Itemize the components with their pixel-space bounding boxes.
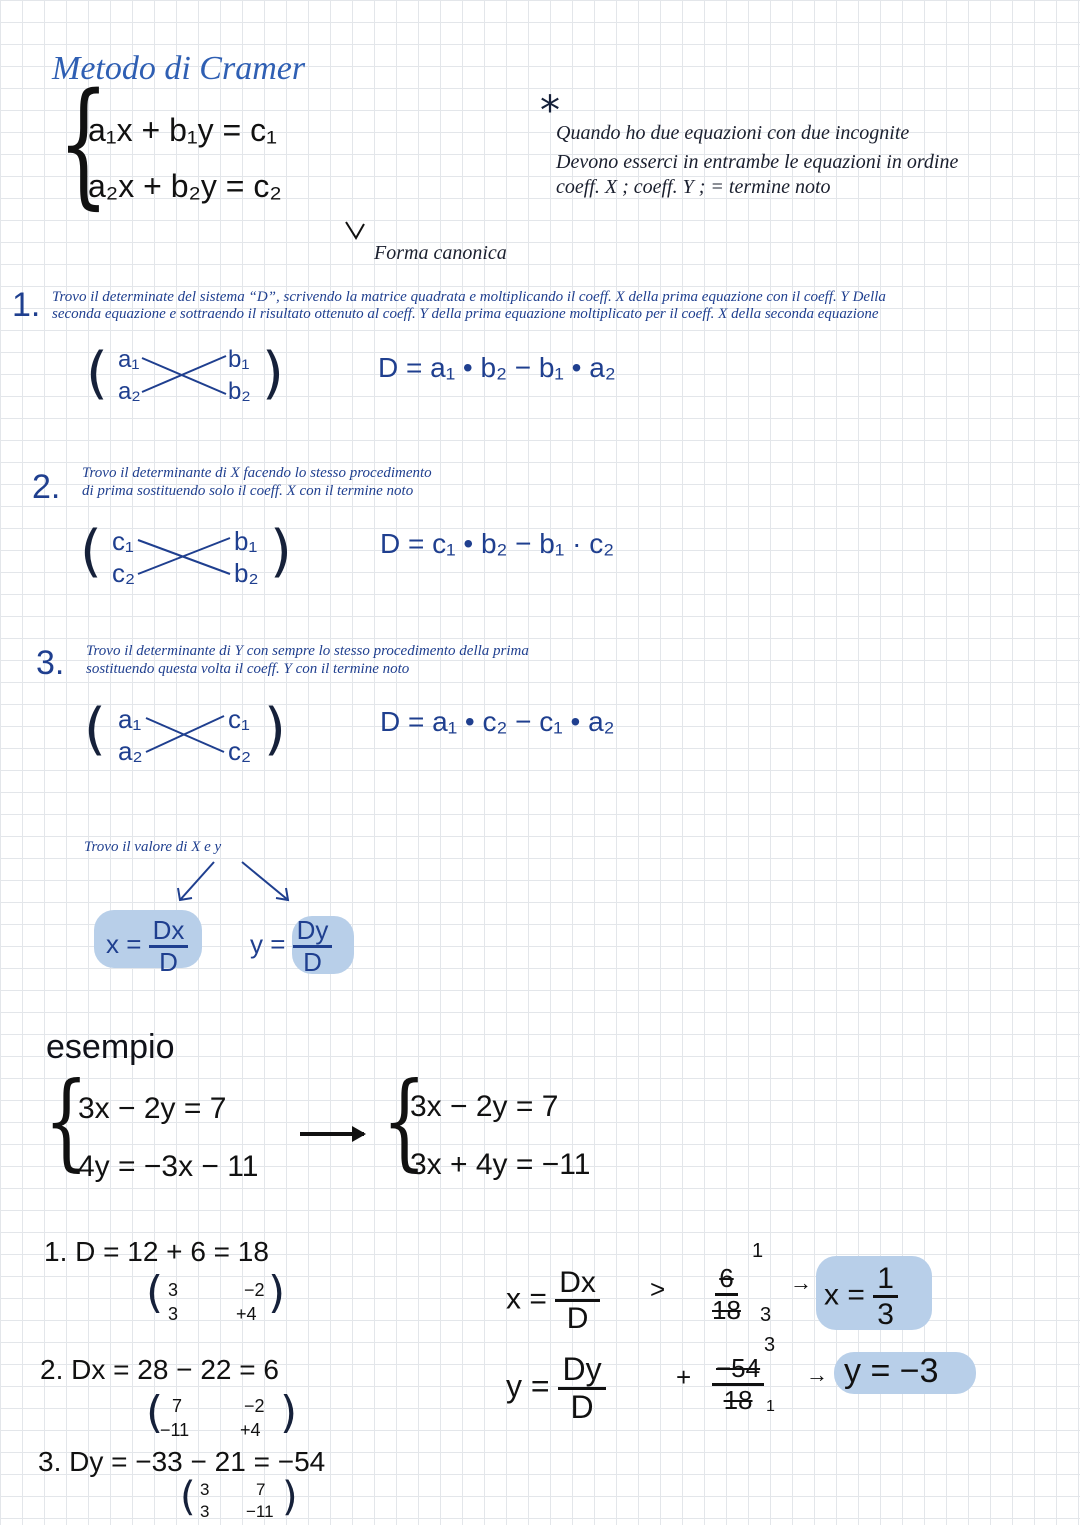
example-x-cancel-num: 1 bbox=[752, 1240, 764, 1262]
step-3-matrix-paren-left: ( bbox=[84, 697, 106, 762]
canonical-arrow bbox=[346, 222, 364, 238]
example-dx-line: 2. Dx = 28 − 22 = 6 bbox=[40, 1354, 279, 1385]
example-d-m12: −2 bbox=[244, 1280, 265, 1300]
system-eq2: a₂x + b₂y = c₂ bbox=[88, 168, 282, 204]
example-orig-eq2: 4y = −3x − 11 bbox=[78, 1150, 259, 1183]
example-heading: esempio bbox=[46, 1028, 175, 1066]
example-x-formula-den: D bbox=[566, 1302, 589, 1335]
values-label: Trovo il valore di X e y bbox=[84, 839, 222, 855]
step-2-matrix-c1: c₁ bbox=[112, 526, 134, 556]
example-d-m21: 3 bbox=[168, 1304, 179, 1324]
example-transform-arrow-head bbox=[352, 1126, 366, 1142]
step-1-matrix-paren-left: ( bbox=[86, 341, 108, 406]
page-title: Metodo di Cramer bbox=[52, 50, 306, 87]
step-1-matrix-a2: a₂ bbox=[118, 378, 141, 405]
star-icon: * bbox=[540, 88, 560, 134]
step-3-text-line2: sostituendo questa volta il coeff. Y con il termine noto bbox=[86, 661, 410, 677]
example-dy-matrix-paren-left: ( bbox=[180, 1474, 196, 1520]
step-1-matrix-b2: b₂ bbox=[228, 378, 251, 405]
step-1-formula: D = a₁ • b₂ − b₁ • a₂ bbox=[378, 352, 616, 383]
step-3-formula: D = a₁ • c₂ − c₁ • a₂ bbox=[380, 706, 615, 737]
example-x-arrow-1: > bbox=[650, 1274, 666, 1304]
example-x-result-num: 1 bbox=[873, 1262, 898, 1298]
example-dy-m12: 7 bbox=[256, 1480, 266, 1499]
step-3-text-line1: Trovo il determinante di Y con sempre lo stesso procedimento della prima bbox=[86, 643, 529, 659]
step-2-matrix-b2: b₂ bbox=[234, 558, 259, 588]
example-d-m11: 3 bbox=[168, 1280, 179, 1300]
example-x-arrow-2: → bbox=[790, 1270, 812, 1295]
canonical-form-caption: Forma canonica bbox=[374, 242, 507, 264]
example-dy-line: 3. Dy = −33 − 21 = −54 bbox=[38, 1446, 326, 1477]
example-brace-left: { bbox=[44, 1059, 89, 1183]
example-dx-m11: 7 bbox=[172, 1396, 183, 1416]
example-dx-matrix-paren-left: ( bbox=[146, 1387, 164, 1438]
step-2-text-line1: Trovo il determinante di X facendo lo stesso procedimento bbox=[82, 465, 432, 481]
step-2-text-line2: di prima sostituendo solo il coeff. X con il termine noto bbox=[82, 483, 414, 499]
example-dx-m12: −2 bbox=[244, 1396, 265, 1416]
example-dy-m11: 3 bbox=[200, 1480, 210, 1499]
step-3-matrix-c1: c₁ bbox=[228, 704, 250, 734]
example-x-step-num: 6 bbox=[715, 1264, 737, 1296]
step-2-matrix-c2: c₂ bbox=[112, 558, 136, 588]
example-x-result-den: 3 bbox=[877, 1298, 894, 1331]
example-x-result-lhs: x = bbox=[824, 1278, 865, 1312]
step-3-matrix-c2: c₂ bbox=[228, 736, 252, 766]
example-dy-matrix-paren-right: ) bbox=[282, 1474, 298, 1520]
y-value-lhs: y = bbox=[250, 928, 286, 959]
system-eq1: a₁x + b₁y = c₁ bbox=[88, 112, 277, 148]
step-1-matrix-b1: b₁ bbox=[228, 346, 250, 373]
step-2-number: 2. bbox=[32, 468, 61, 506]
step-3-matrix-a1: a₁ bbox=[118, 704, 142, 734]
example-y-arrow-1: + bbox=[676, 1362, 692, 1392]
step-1-number: 1. bbox=[12, 286, 41, 324]
example-d-matrix-paren-right: ) bbox=[268, 1267, 286, 1318]
step-2-matrix-b1: b₁ bbox=[234, 526, 258, 556]
example-x-formula-num: Dx bbox=[555, 1266, 600, 1302]
example-y-cancel-den: 1 bbox=[766, 1398, 775, 1415]
example-d-line: 1. D = 12 + 6 = 18 bbox=[44, 1236, 269, 1267]
step-3-number: 3. bbox=[36, 644, 65, 682]
example-canon-eq2: 3x + 4y = −11 bbox=[410, 1148, 591, 1181]
example-dy-m21: 3 bbox=[200, 1502, 210, 1521]
example-x-formula-lhs: x = bbox=[506, 1282, 547, 1316]
x-value-arrow bbox=[180, 862, 214, 900]
system-brace: { bbox=[58, 64, 109, 223]
x-value-den: D bbox=[159, 946, 178, 977]
example-y-arrow-2: → bbox=[806, 1362, 828, 1387]
example-brace-right: { bbox=[382, 1059, 427, 1183]
y-value-den: D bbox=[303, 946, 322, 977]
step-2-matrix-paren-left: ( bbox=[80, 519, 102, 584]
example-d-m22: +4 bbox=[236, 1304, 257, 1324]
example-y-formula-num: Dy bbox=[558, 1352, 605, 1390]
x-value-lhs: x = bbox=[106, 928, 142, 959]
step-3-matrix-paren-right: ) bbox=[264, 697, 286, 762]
step-3-matrix-a2: a₂ bbox=[118, 736, 143, 766]
step-1-cross-line-b bbox=[142, 356, 226, 392]
example-y-formula-den: D bbox=[570, 1389, 594, 1426]
example-canon-eq1: 3x − 2y = 7 bbox=[410, 1090, 559, 1123]
star-note-line1: Quando ho due equazioni con due incognite bbox=[556, 122, 910, 144]
step-1-matrix-a1: a₁ bbox=[118, 346, 140, 373]
example-y-formula-lhs: y = bbox=[506, 1368, 550, 1405]
step-2-matrix-paren-right: ) bbox=[270, 519, 292, 584]
example-y-cancel-num: 3 bbox=[764, 1334, 776, 1356]
example-dx-matrix-paren-right: ) bbox=[280, 1387, 298, 1438]
step-1-cross-line-a bbox=[142, 358, 226, 394]
step-1-text-line1: Trovo il determinate del sistema “D”, scrivendo la matrice quadrata e moltiplicando il coeff. X della prima equazione con il coeff. Y Della bbox=[52, 289, 886, 305]
x-value-num: Dx bbox=[149, 916, 189, 948]
example-x-cancel-den: 3 bbox=[760, 1304, 772, 1326]
example-orig-eq1: 3x − 2y = 7 bbox=[78, 1092, 227, 1125]
y-value-arrow bbox=[242, 862, 288, 900]
y-value-num: Dy bbox=[293, 916, 333, 948]
step-1-matrix-paren-right: ) bbox=[262, 341, 284, 406]
example-x-step-den: 18 bbox=[712, 1294, 741, 1325]
star-note-line3: coeff. X ; coeff. Y ; = termine noto bbox=[556, 176, 831, 198]
example-y-step-den: 18 bbox=[723, 1384, 753, 1415]
example-y-step-num: −54 bbox=[712, 1354, 764, 1386]
step-2-formula: D = c₁ • b₂ − b₁ · c₂ bbox=[380, 528, 615, 559]
step-1-text-line2: seconda equazione e sottraendo il risultato ottenuto al coeff. Y della prima equazione moltiplicato per il coeff. X della seconda equazione bbox=[52, 306, 879, 322]
example-dx-m22: +4 bbox=[240, 1420, 261, 1440]
example-dy-m22: −11 bbox=[246, 1502, 274, 1521]
example-dx-m21: −11 bbox=[160, 1420, 190, 1440]
example-y-result: y = −3 bbox=[844, 1352, 939, 1390]
example-d-matrix-paren-left: ( bbox=[146, 1267, 164, 1318]
star-note-line2: Devono esserci in entrambe le equazioni in ordine bbox=[556, 151, 959, 173]
